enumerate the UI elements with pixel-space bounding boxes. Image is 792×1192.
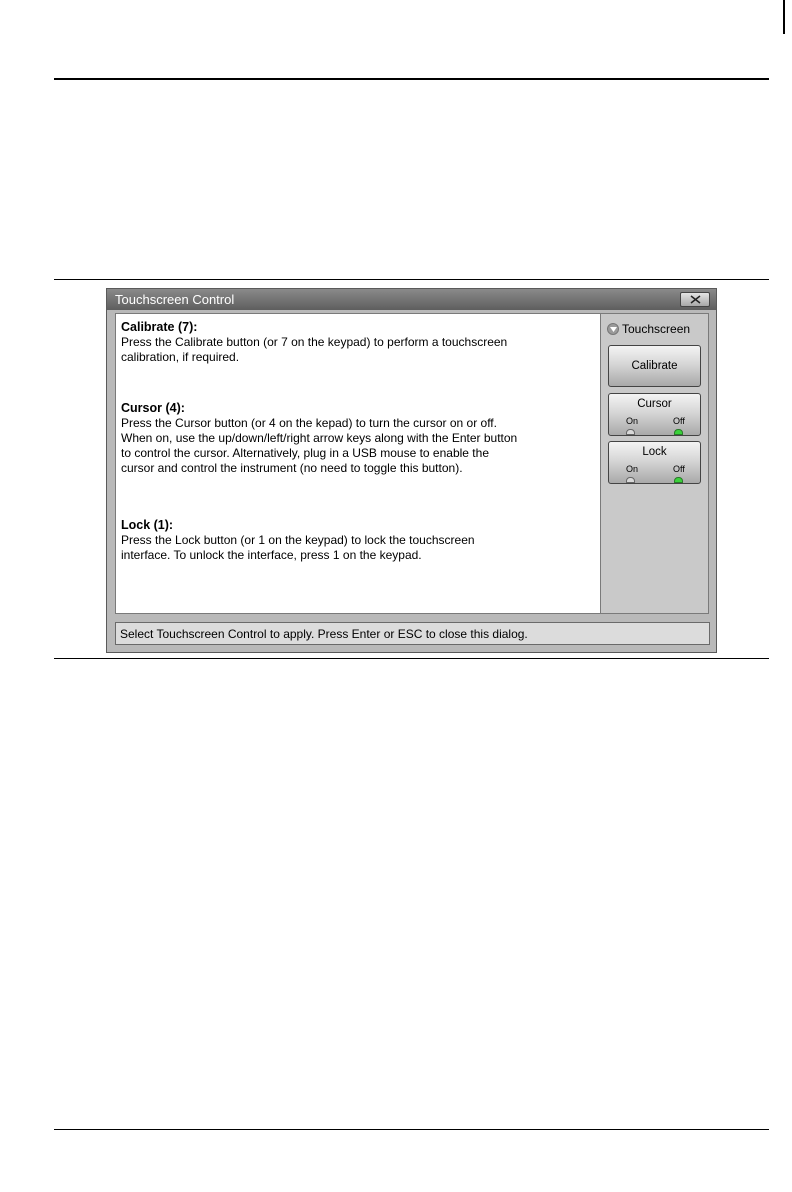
lock-off-indicator-icon xyxy=(674,477,683,483)
calibrate-help-heading: Calibrate (7): xyxy=(121,320,198,334)
figure-top-rule xyxy=(54,279,769,280)
cursor-help-section xyxy=(121,400,591,476)
crop-mark xyxy=(783,0,785,34)
cursor-help-heading: Cursor (4): xyxy=(121,401,185,415)
lock-button-label: Lock xyxy=(642,446,667,458)
touchscreen-control-dialog xyxy=(106,288,717,653)
cursor-off-label: Off xyxy=(673,416,685,426)
touchscreen-menu-label: Touchscreen xyxy=(622,322,691,336)
chevron-down-icon xyxy=(607,323,619,335)
dialog-titlebar xyxy=(107,289,716,310)
cursor-on-label: On xyxy=(626,416,639,426)
help-text-panel xyxy=(115,313,601,614)
lock-help-section xyxy=(121,517,591,563)
status-message: Select Touchscreen Control to apply. Press Enter or ESC to close this dialog. xyxy=(120,627,528,641)
close-button[interactable] xyxy=(680,292,710,307)
touchscreen-side-menu xyxy=(601,313,709,614)
calibrate-button[interactable] xyxy=(608,345,701,387)
lock-help-body: Press the Lock button (or 1 on the keypad) to lock the touchscreen interface. To unlock the interface, press 1 on the keypad. xyxy=(121,533,475,562)
cursor-toggle-button[interactable] xyxy=(608,393,701,436)
lock-off-label: Off xyxy=(673,464,685,474)
status-bar xyxy=(115,622,710,645)
cursor-off-indicator-icon xyxy=(674,429,683,435)
lock-on-indicator-icon xyxy=(626,477,635,483)
lock-toggle-button[interactable] xyxy=(608,441,701,484)
footer-rule xyxy=(54,1129,769,1130)
cursor-on-indicator-icon xyxy=(626,429,635,435)
calibrate-help-body: Press the Calibrate button (or 7 on the keypad) to perform a touchscreen calibration, if required. xyxy=(121,335,508,364)
cursor-button-label: Cursor xyxy=(637,398,672,410)
lock-on-label: On xyxy=(626,464,639,474)
calibrate-button-label: Calibrate xyxy=(631,360,678,372)
header-rule xyxy=(54,78,769,80)
calibrate-help-section xyxy=(121,319,591,365)
close-x-icon xyxy=(690,295,701,304)
cursor-help-body: Press the Cursor button (or 4 on the kepad) to turn the cursor on or off. When on, use the up/down/left/right arrow keys along with the Enter button to control the cursor. Alternatively, plug in a USB mouse to enable the cursor and control the instrument (no need to toggle this button). xyxy=(121,416,518,475)
lock-help-heading: Lock (1): xyxy=(121,518,174,532)
dialog-title: Touchscreen Control xyxy=(115,292,235,307)
figure-bottom-rule xyxy=(54,658,769,659)
